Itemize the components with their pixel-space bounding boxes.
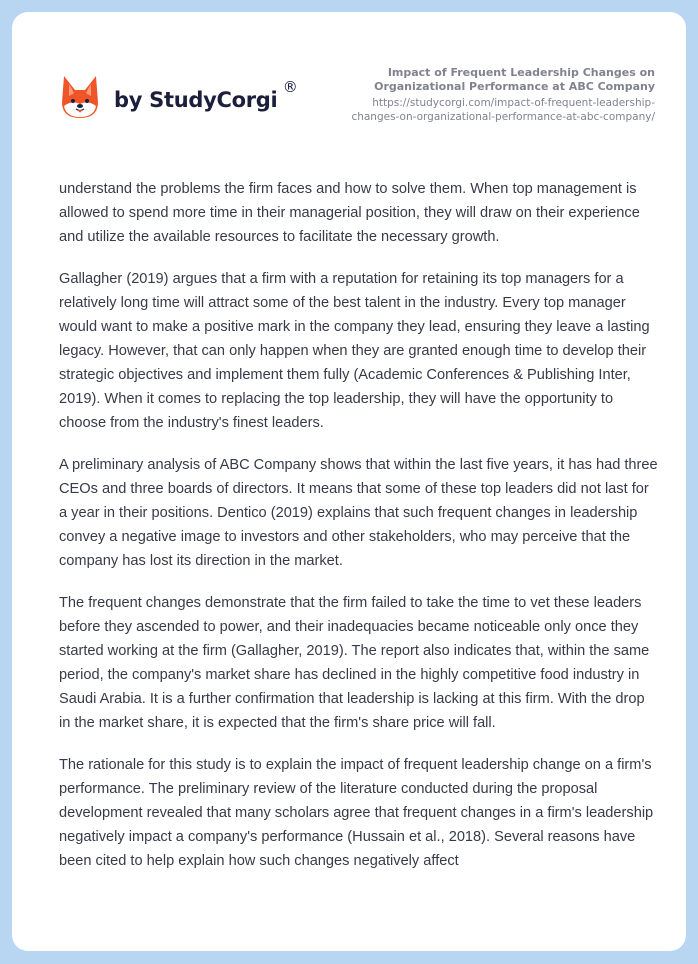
- paragraph: Gallagher (2019) argues that a firm with a reputation for retaining its top managers for a relatively long time will attract some of the best talent in the industry. Every top manager would want to make a positive mark in the company they lead, ensuring they leave a lasting legacy. However, that can only happen when they are granted enough time to develop their strategic objectives and implement them fully (Academic Conferences & Publishing Inter, 2019). When it comes to replacing the top leadership, they will have the opportunity to choose from the industry's finest leaders.: [59, 271, 650, 431]
- document-url-line[interactable]: https://studycorgi.com/impact-of-frequent-leadership-: [372, 97, 655, 109]
- document-url-line[interactable]: changes-on-organizational-performance-at-abc-company/: [351, 111, 655, 123]
- corgi-face-icon: [60, 74, 100, 120]
- paragraph: The frequent changes demonstrate that the firm failed to take the time to vet these leaders before they ascended to power, and their inadequacies became noticeable only once they started working at the firm (Gallagher, 2019). The report also indicates that, within the same period, the company's market share has declined in the highly competitive food industry in Saudi Arabia. It is a further confirmation that leadership is lacking at this firm. With the drop in the market share, it is expected that the firm's share price will fall.: [59, 595, 650, 731]
- document-card: [12, 12, 686, 951]
- page-header: [12, 12, 686, 162]
- document-meta: [315, 66, 655, 124]
- brand-name: [114, 78, 298, 112]
- paragraph: understand the problems the firm faces and how to solve them. When top management is allowed to spend more time in their managerial position, they will draw on their experience and utilize the available resources to facilitate the necessary growth.: [59, 181, 640, 245]
- registered-mark: ®: [282, 78, 298, 96]
- document-title-line: Organizational Performance at ABC Company: [374, 80, 655, 93]
- document-title-line: Impact of Frequent Leadership Changes on: [387, 66, 655, 79]
- paragraph: The rationale for this study is to explain the impact of frequent leadership change on a firm's performance. The preliminary review of the literature conducted during the proposal development revealed that many scholars agree that frequent changes in a firm's leadership negatively impact a company's performance (Hussain et al., 2018). Several reasons have been cited to help explain how such changes negatively affect: [59, 757, 654, 869]
- paragraph: A preliminary analysis of ABC Company shows that within the last five years, it has had three CEOs and three boards of directors. It means that some of these top leaders did not last for a year in their positions. Dentico (2019) explains that such frequent changes in leadership convey a negative image to investors and other stakeholders, who may perceive that the company has lost its direction in the market.: [59, 457, 658, 569]
- document-body: [59, 177, 659, 891]
- studycorgi-logo[interactable]: [60, 74, 298, 120]
- brand-text: by StudyCorgi: [114, 88, 278, 112]
- document-url[interactable]: [315, 96, 655, 124]
- document-title: [315, 66, 655, 94]
